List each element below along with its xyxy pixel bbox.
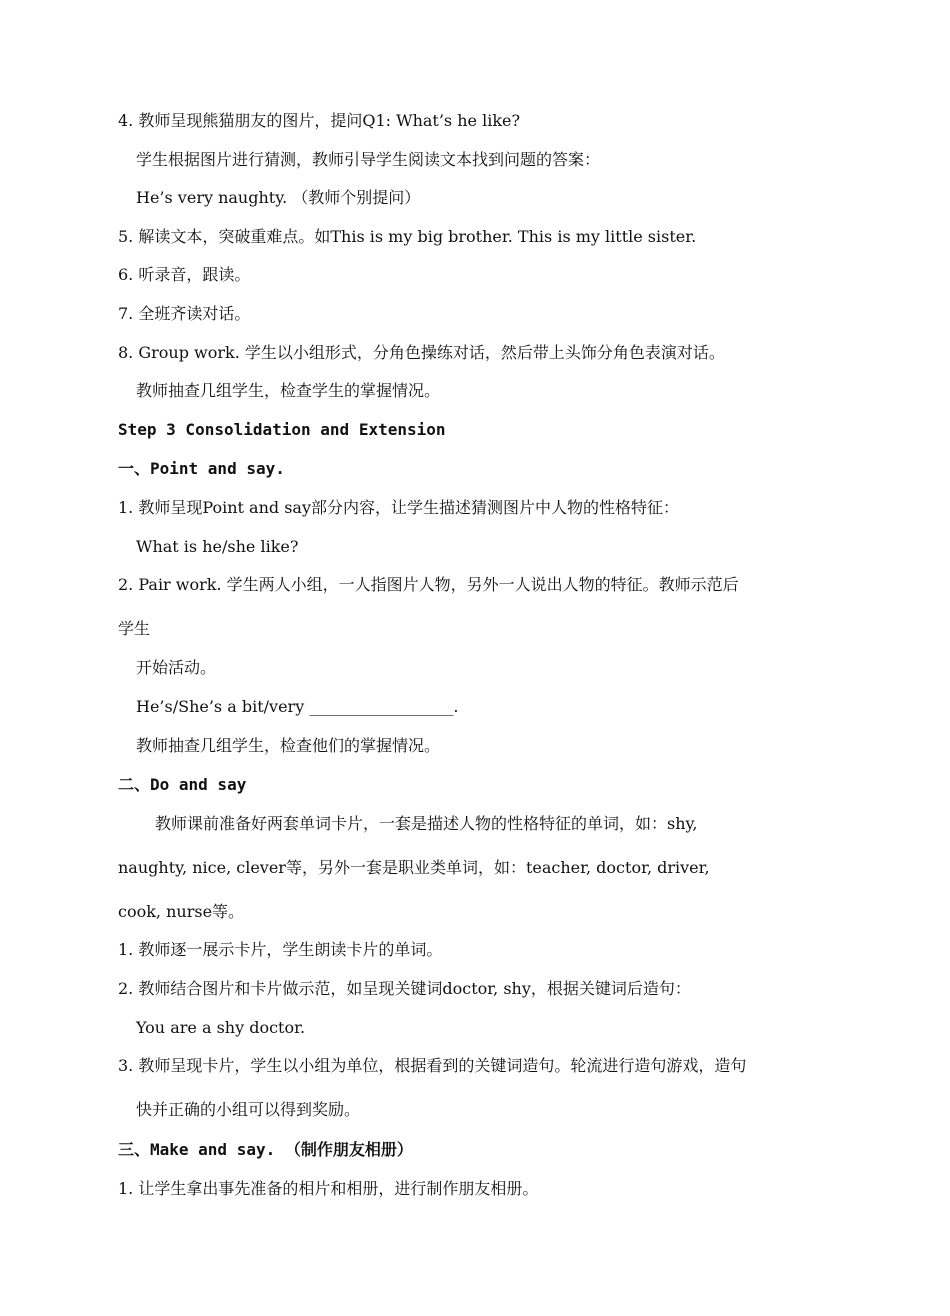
step-item-4-note: 学生根据图片进行猜测，教师引导学生阅读文本找到问题的答案： <box>136 150 601 169</box>
do-say-intro-line2: naughty, nice, clever等，另外一套是职业类单词，如：teacher, doctor, driver, <box>118 858 710 877</box>
make-say-item-1: 1. 让学生拿出事先准备的相片和相册，进行制作朋友相册。 <box>118 1179 539 1198</box>
subsection-heading-point-and-say: 一、Point and say. <box>118 459 285 478</box>
do-say-item-1: 1. 教师逐一展示卡片，学生朗读卡片的单词。 <box>118 940 443 959</box>
do-say-intro-line1: 教师课前准备好两套单词卡片，一套是描述人物的性格特征的单词，如：shy, <box>155 814 698 833</box>
step-item-8-note: 教师抽查几组学生，检查学生的掌握情况。 <box>136 381 441 400</box>
point-say-item-1: 1. 教师呈现Point and say部分内容，让学生描述猜测图片中人物的性格特征： <box>118 498 680 517</box>
point-say-check: 教师抽查几组学生，检查他们的掌握情况。 <box>136 736 441 755</box>
do-say-item-3: 3. 教师呈现卡片，学生以小组为单位，根据看到的关键词造句。轮流进行造句游戏，造句 <box>118 1056 747 1075</box>
point-say-item-2-wrap: 学生 <box>118 619 151 638</box>
do-say-intro-line3: cook, nurse等。 <box>118 902 245 921</box>
step-item-4-answer: He’s very naughty. （教师个别提问） <box>136 188 421 207</box>
point-say-item-2: 2. Pair work. 学生两人小组，一人指图片人物，另外一人说出人物的特征。教师示范后 <box>118 575 739 594</box>
subsection-heading-do-and-say: 二、Do and say <box>118 775 247 794</box>
section-heading-step3: Step 3 Consolidation and Extension <box>118 420 446 439</box>
step-item-4: 4. 教师呈现熊猫朋友的图片，提问Q1: What’s he like? <box>118 111 521 130</box>
step-item-5: 5. 解读文本，突破重难点。如This is my big brother. This is my little sister. <box>118 227 697 246</box>
point-say-question: What is he/she like? <box>136 537 299 556</box>
do-say-example: You are a shy doctor. <box>136 1018 306 1037</box>
do-say-item-3-wrap: 快并正确的小组可以得到奖励。 <box>136 1100 361 1119</box>
point-say-sentence-frame: He’s/She’s a bit/very __________________. <box>136 697 459 716</box>
step-item-8: 8. Group work. 学生以小组形式，分角色操练对话，然后带上头饰分角色表演对话。 <box>118 343 725 362</box>
subsection-heading-make-and-say: 三、Make and say. （制作朋友相册） <box>118 1140 413 1159</box>
step-item-7: 7. 全班齐读对话。 <box>118 304 251 323</box>
step-item-6: 6. 听录音，跟读。 <box>118 265 251 284</box>
point-say-item-2-cont: 开始活动。 <box>136 658 217 677</box>
do-say-item-2: 2. 教师结合图片和卡片做示范，如呈现关键词doctor, shy，根据关键词后造句： <box>118 979 691 998</box>
